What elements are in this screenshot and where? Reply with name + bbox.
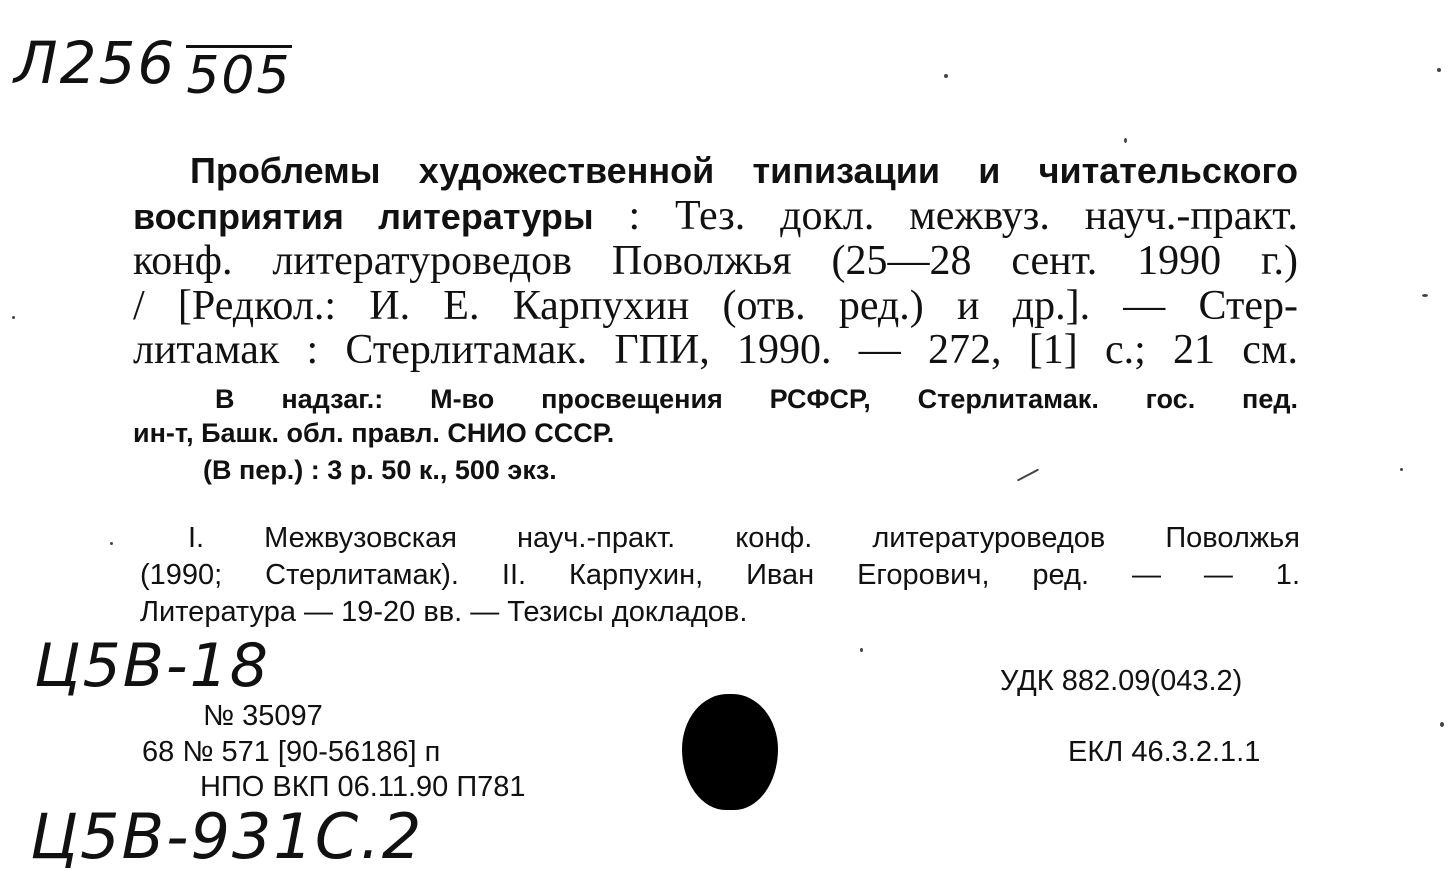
description-line-3: конф. литературоведов Поволжья (25—28 сент. 1990 г.) <box>133 238 1298 285</box>
scan-speck <box>1437 68 1441 72</box>
tracing-block <box>140 520 1300 631</box>
bibliographic-description <box>133 148 1298 373</box>
tracing-line-3: Литература — 19-20 вв. — Тезисы докладов. <box>140 596 748 628</box>
punch-hole <box>682 694 778 810</box>
tracing-line-1: I. Межвузовская науч.-практ. конф. литературоведов Поволжья <box>188 522 1300 554</box>
price-line: (В пер.) : 3 р. 50 к., 500 экз. <box>203 455 557 485</box>
tracing-line-2: (1990; Стерлитамак). II. Карпухин, Иван Егорович, ред. — — 1. <box>140 559 1300 591</box>
handwritten-classification-1: Ц5В-18 <box>34 631 270 701</box>
scan-speck <box>860 648 863 652</box>
scan-speck <box>1440 722 1444 727</box>
scan-speck <box>12 316 15 319</box>
description-line-5: литамак : Стерлитамак. ГПИ, 1990. — 272, [1] с.; 21 см. <box>133 327 1298 374</box>
description-line-4: / [Редкол.: И. Е. Карпухин (отв. ред.) и др.]. — Стер- <box>133 282 1298 329</box>
handwritten-classification-2: Ц5В-931С.2 <box>30 800 424 873</box>
scan-speck <box>110 542 113 545</box>
scan-speck <box>1400 468 1403 471</box>
scan-speck <box>1124 138 1127 143</box>
description-line-1 <box>133 148 1298 194</box>
printer-info: НПО ВКП 06.11.90 П781 <box>200 771 526 803</box>
handwritten-call-number-main: Л256 <box>14 29 177 97</box>
handwritten-call-number-fraction: 505 <box>186 46 292 106</box>
order-number: 68 № 571 [90-56186] п <box>142 736 441 768</box>
scan-speck <box>1017 468 1039 481</box>
title-bold-part-2: восприятия литературы <box>133 195 594 237</box>
scan-speck <box>944 74 948 78</box>
handwritten-call-number <box>14 28 292 106</box>
udk-code: УДК 882.09(043.2) <box>1000 665 1243 697</box>
note-line-2: ин-т, Башк. обл. правл. СНИО СССР. <box>133 418 615 448</box>
ekl-code: ЕКЛ 46.3.2.1.1 <box>1068 736 1261 768</box>
card-number: № 35097 <box>203 700 323 732</box>
scan-speck <box>1422 294 1428 297</box>
note-line-1: В надзаг.: М-во просвещения РСФСР, Стерлитамак. гос. пед. <box>215 384 1298 414</box>
description-line-2-rest: : Тез. докл. межвуз. науч.-практ. <box>593 192 1298 239</box>
title-bold-part: Проблемы художественной типизации и читательского <box>190 150 1298 191</box>
description-line-2 <box>133 194 1298 240</box>
